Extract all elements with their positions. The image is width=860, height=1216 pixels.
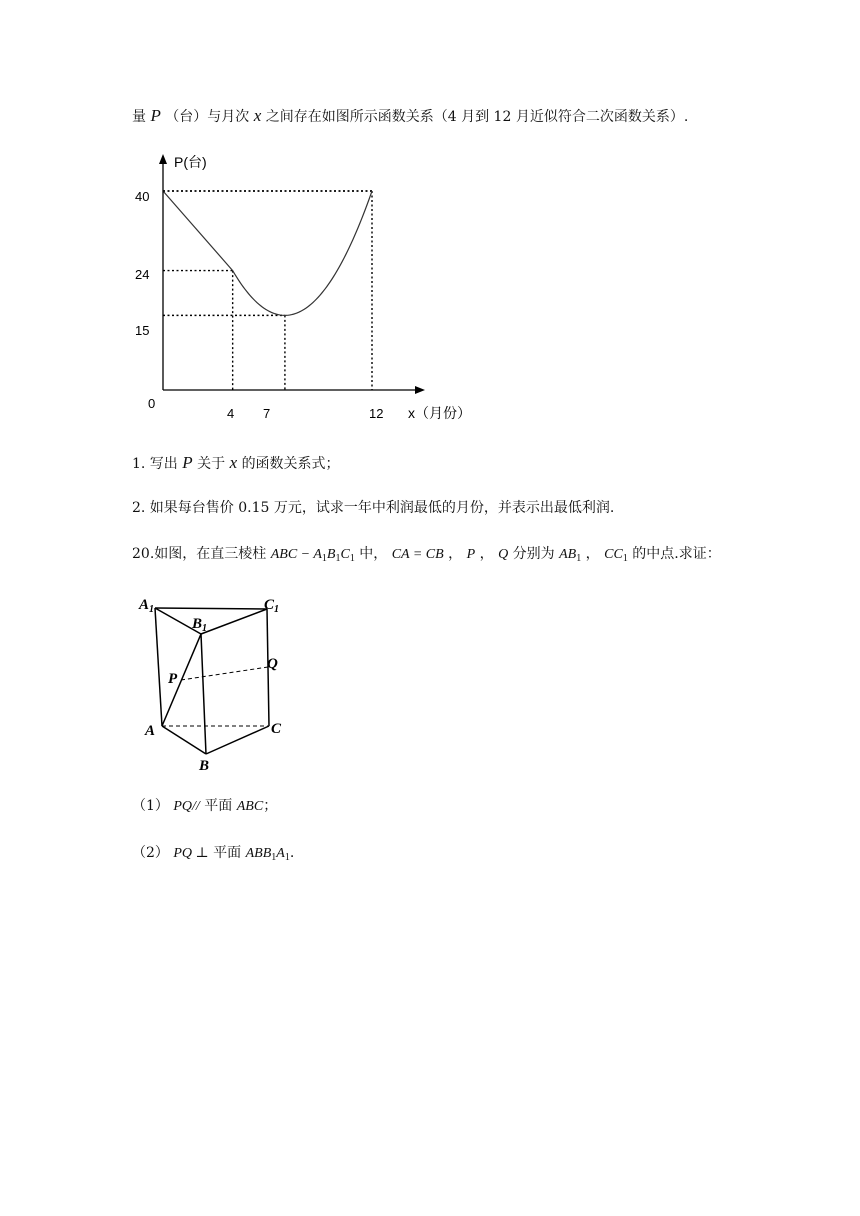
question-2: 2. 如果每台售价 0.15 万元，试求一年中利润最低的月份，并表示出最低利润. xyxy=(132,500,615,516)
q1-var-x: x xyxy=(229,453,238,472)
y-tick-24: 24 xyxy=(135,267,150,282)
sub2-end: . xyxy=(289,845,295,861)
q20-text-1: 20.如图，在直三棱柱 xyxy=(132,546,267,562)
segment-pq-hidden xyxy=(181,667,268,680)
sub2-text: 平面 xyxy=(213,845,242,861)
x-tick-12: 12 xyxy=(369,406,384,421)
sub2-number: （2） xyxy=(132,845,169,861)
sub-question-2 xyxy=(132,843,294,868)
sub1-text: 平面 xyxy=(204,798,233,814)
q20-equation: CA = CB xyxy=(391,547,444,562)
sub1-end: ； xyxy=(263,798,278,814)
label-c: C xyxy=(271,721,282,737)
q20-text-2: 中， xyxy=(359,546,388,562)
sub-question-1 xyxy=(132,796,277,817)
q20-point-p: P xyxy=(466,547,476,562)
y-axis-label: P(台) xyxy=(174,154,207,170)
sub2-expression: PQ ⊥ xyxy=(173,846,209,861)
q1-text-1: 1. 写出 xyxy=(132,456,178,472)
label-b: B xyxy=(199,758,210,774)
q20-text-4: ， xyxy=(479,546,494,562)
sub1-plane: ABC xyxy=(236,799,264,814)
edge-bc xyxy=(206,726,269,754)
edge-bb1 xyxy=(201,634,206,754)
intro-text-2: （台）与月次 xyxy=(165,109,250,125)
edge-ab xyxy=(162,726,206,754)
q1-text-3: 的函数关系式； xyxy=(241,456,340,472)
label-a1: $A_1$ xyxy=(139,597,155,615)
q20-text-7: 的中点.求证： xyxy=(632,546,721,562)
edge-b1c1 xyxy=(201,609,267,634)
y-tick-15: 15 xyxy=(135,323,150,338)
label-a: A xyxy=(145,723,156,739)
q20-text-6: ， xyxy=(585,546,600,562)
x-tick-7: 7 xyxy=(263,406,271,421)
intro-var-p: P xyxy=(150,106,161,125)
label-p: P xyxy=(168,671,178,687)
label-c1: $C_1$ xyxy=(264,597,280,615)
q20-point-q: Q xyxy=(498,547,509,562)
q20-prism: ABC − $A_1B_1C_1$ xyxy=(270,547,355,564)
x-tick-4: 4 xyxy=(227,406,235,421)
q20-ab1: $AB_1$ xyxy=(559,547,582,564)
q20-text-5: 分别为 xyxy=(512,546,555,562)
origin-label: 0 xyxy=(148,396,156,411)
sub1-number: （1） xyxy=(132,798,169,814)
sub2-plane: $ABB_1A_1$ xyxy=(245,846,290,863)
y-tick-40: 40 xyxy=(135,189,150,204)
x-axis-label: x（月份） xyxy=(408,405,471,421)
intro-text-1: 量 xyxy=(132,109,146,125)
edge-a1c1 xyxy=(155,608,267,609)
label-q: Q xyxy=(267,656,278,672)
intro-var-x: x xyxy=(253,106,262,125)
intro-text-3: 之间存在如图所示函数关系（4 月到 12 月近似符合二次函数关系）. xyxy=(265,109,689,125)
q20-cc1: $CC_1$ xyxy=(604,547,628,564)
sub1-expression: PQ// xyxy=(173,799,200,814)
label-b1: $B_1$ xyxy=(192,616,208,634)
q1-text-2: 关于 xyxy=(197,456,226,472)
q1-var-p: P xyxy=(182,453,193,472)
q20-text-3: ， xyxy=(448,546,463,562)
edge-aa1 xyxy=(155,608,162,726)
